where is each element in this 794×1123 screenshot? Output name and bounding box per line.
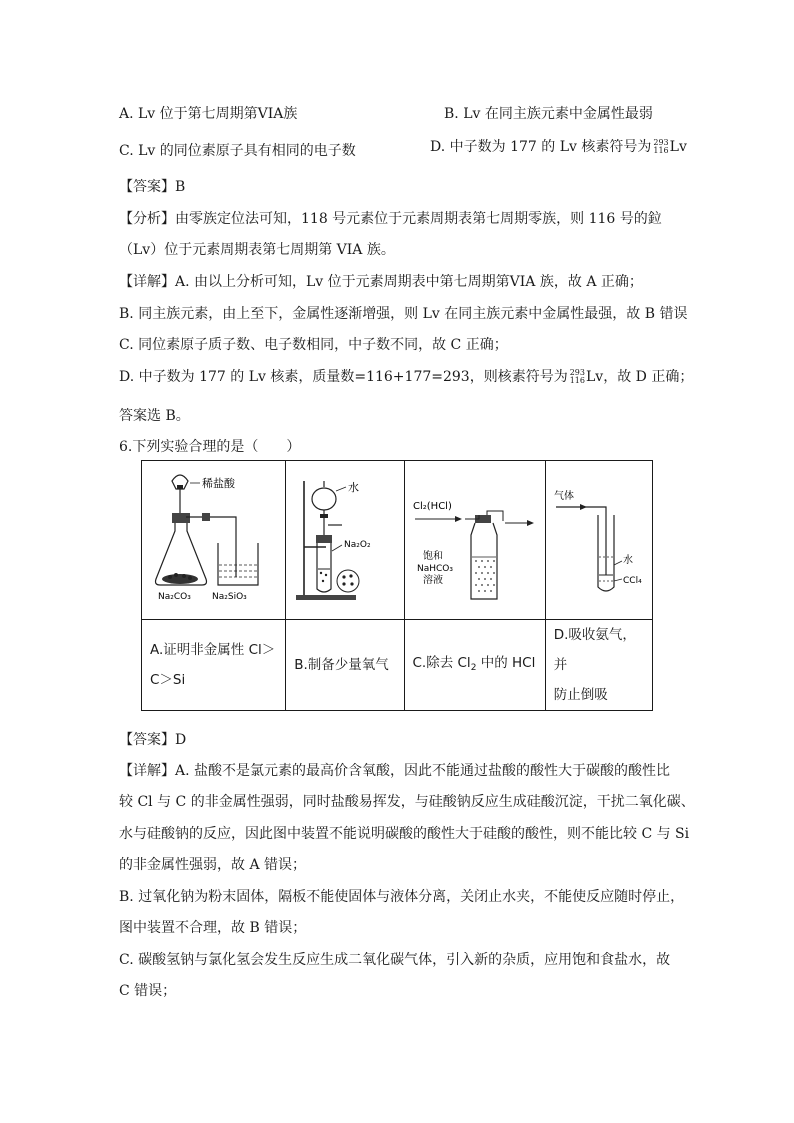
figure-c-cell: [404, 461, 545, 620]
q5-detail-d-suffix: Lv，故 D 正确；: [586, 369, 694, 385]
q6-detail-a-line-1: 【详解】A. 盐酸不是氯元素的最高价含氧酸，因此不能通过盐酸的酸性大于碳酸的酸性比: [119, 763, 671, 779]
nuclide-symbol: [570, 369, 585, 385]
q5-analysis-line-1: 【分析】由零族定位法可知，118 号元素位于元素周期表第七周期零族，则 116 号的鉝: [119, 211, 662, 227]
caption-a-line-1: A.证明非金属性 Cl＞: [150, 642, 276, 658]
option-b: B. Lv 在同主族元素中金属性最弱: [444, 106, 653, 122]
caption-a-line-2: C＞Si: [150, 672, 186, 688]
label-water: 水: [622, 555, 633, 566]
label-acid: 稀盐酸: [202, 477, 235, 490]
q5-answer: 【答案】B: [119, 179, 186, 195]
figure-b-cell: [286, 461, 404, 620]
q6-detail-a-line-2: 较 Cl 与 C 的非金属性强弱，同时盐酸易挥发，与硅酸钠反应生成硅酸沉淀，干扰二氧化碳、: [119, 794, 695, 810]
q6-detail-c-line-2: C 错误；: [119, 983, 177, 999]
mass-number: 293: [569, 368, 585, 377]
caption-c: [404, 620, 545, 711]
apparatus-b-diagram: [286, 461, 402, 615]
atomic-number: 116: [569, 376, 585, 385]
q6-detail-a-line-4: 的非金属性强弱，故 A 错误；: [119, 857, 307, 873]
caption-d-line-2: 防止倒吸: [553, 687, 608, 703]
caption-c-subscript: 2: [470, 662, 477, 673]
option-d-text: D. 中子数为 177 的 Lv 核素符号为: [430, 139, 652, 155]
label-solution: 溶液: [422, 575, 443, 586]
label-na2co3: Na₂CO₃: [158, 592, 191, 602]
caption-a: [142, 620, 286, 711]
label-cl2-hcl: Cl₂(HCl): [412, 501, 452, 512]
caption-c-suffix: 中的 HCl: [476, 654, 536, 671]
mass-number: 293: [653, 138, 669, 147]
q5-conclusion: 答案选 B。: [119, 408, 190, 424]
apparatus-d-diagram: [546, 461, 651, 615]
caption-d-line-1: D.吸收氨气，并: [553, 627, 636, 673]
q5-detail-c: C. 同位素原子质子数、电子数相同，中子数不同，故 C 正确；: [119, 337, 508, 353]
caption-b-text: B.制备少量氧气: [294, 657, 389, 673]
q6-detail-c-line-1: C. 碳酸氢钠与氯化氢会发生反应生成二氧化碳气体，引入新的杂质，应用饱和食盐水，故: [119, 952, 671, 968]
label-water: 水: [348, 481, 360, 494]
caption-d: [545, 620, 652, 711]
label-na2sio3: Na₂SiO₃: [212, 592, 247, 602]
option-a: A. Lv 位于第七周期第VIA族: [119, 106, 298, 122]
label-saturated: 饱和: [422, 551, 443, 562]
caption-b: [286, 620, 404, 711]
label-nahco3: NaHCO₃: [416, 564, 453, 574]
q6-detail-a-line-3: 水与硅酸钠的反应，因此图中装置不能说明碳酸的酸性大于硅酸的酸性，则不能比较 C 与 Si: [119, 826, 690, 842]
option-c: C. Lv 的同位素原子具有相同的电子数: [119, 143, 356, 159]
experiment-table: [141, 460, 653, 711]
q5-detail-a: 【详解】A. 由以上分析可知，Lv 位于元素周期表中第七周期第VIA 族，故 A 正确；: [119, 274, 643, 290]
figure-a-cell: [142, 461, 286, 620]
q5-analysis-line-2: （Lv）位于元素周期表第七周期第 VIA 族。: [119, 242, 395, 258]
caption-c-text: C.除去 Cl: [412, 654, 471, 671]
apparatus-a-diagram: [142, 461, 284, 615]
atomic-number: 116: [653, 146, 669, 155]
q6-answer: 【答案】D: [119, 732, 187, 748]
apparatus-c-diagram: [405, 461, 544, 615]
q5-detail-d: [119, 366, 693, 386]
element-symbol: Lv: [669, 139, 687, 155]
q6-question: 6.下列实验合理的是（ ）: [119, 439, 301, 455]
q6-detail-b-line-2: 图中装置不合理，故 B 错误；: [119, 920, 307, 936]
q6-detail-b-line-1: B. 过氧化钠为粉末固体，隔板不能使固体与液体分离，关闭止水夹，不能使反应随时停止，: [119, 889, 685, 905]
figure-d-cell: [545, 461, 652, 620]
q5-detail-d-text: D. 中子数为 177 的 Lv 核素，质量数=116+177=293，则核素符号为: [119, 369, 568, 385]
label-ccl4: CCl₄: [622, 576, 642, 586]
label-na2o2: Na₂O₂: [344, 540, 371, 550]
q5-detail-b: B. 同主族元素，由上至下，金属性逐渐增强，则 Lv 在同主族元素中金属性最强，故 B 错误: [119, 306, 688, 322]
label-gas: 气体: [553, 491, 574, 502]
option-d: [430, 136, 687, 156]
nuclide-symbol: [653, 139, 668, 155]
